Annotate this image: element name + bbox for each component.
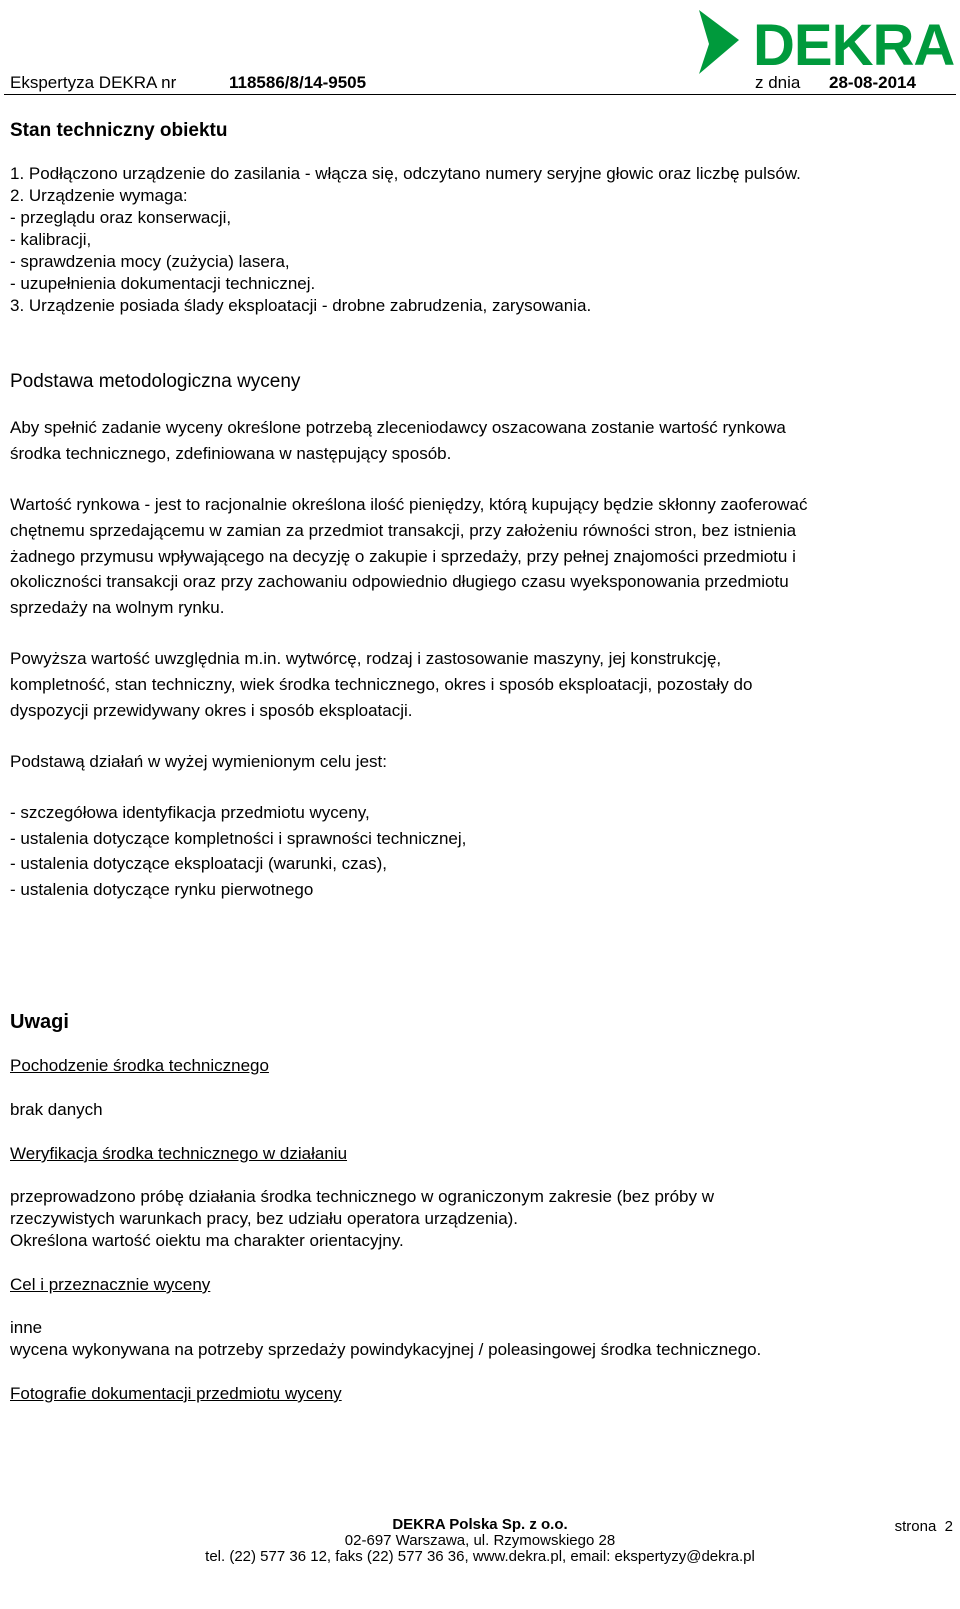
stan-line: - uzupełnienia dokumentacji technicznej. bbox=[10, 274, 316, 293]
weryfikacja-line: przeprowadzono próbę działania środka technicznego w ograniczonym zakresie (bez próby w bbox=[10, 1187, 714, 1206]
header-divider bbox=[4, 94, 956, 95]
podstawa-para4: Podstawą działań w wyżej wymienionym celu jest: bbox=[10, 752, 387, 771]
podstawa-para2-line: okoliczności transakcji oraz przy zachowaniu odpowiednio długiego czasu wyeksponowania przedmiotu bbox=[10, 572, 789, 591]
fotografie-heading: Fotografie dokumentacji przedmiotu wyceny bbox=[10, 1384, 342, 1403]
stan-line: - przeglądu oraz konserwacji, bbox=[10, 208, 232, 227]
pochodzenie-heading: Pochodzenie środka technicznego bbox=[10, 1056, 269, 1075]
podstawa-para2-line: chętnemu sprzedającemu w zamian za przedmiot transakcji, przy założeniu równości stron, bez istnienia bbox=[10, 521, 797, 540]
date-value: 28-08-2014 bbox=[829, 73, 916, 92]
footer-address: 02-697 Warszawa, ul. Rzymowskiego 28 bbox=[344, 1532, 616, 1549]
podstawa-list-item: - ustalenia dotyczące kompletności i sprawności technicznej, bbox=[10, 829, 467, 848]
podstawa-list-item: - szczegółowa identyfikacja przedmiotu wyceny, bbox=[10, 803, 370, 822]
cel-line: inne bbox=[10, 1318, 43, 1337]
weryfikacja-line: Określona wartość oiektu ma charakter orientacyjny. bbox=[10, 1231, 404, 1250]
cel-line: wycena wykonywana na potrzeby sprzedaży powindykacyjnej / poleasingowej środka technicznego. bbox=[10, 1340, 762, 1359]
podstawa-para3-line: dyspozycji przewidywany okres i sposób eksploatacji. bbox=[10, 701, 413, 720]
stan-title: Stan techniczny obiektu bbox=[10, 120, 228, 141]
podstawa-para3-line: kompletność, stan techniczny, wiek środka technicznego, okres i sposób eksploatacji, pozostały do bbox=[10, 675, 753, 694]
podstawa-title: Podstawa metodologiczna wyceny bbox=[10, 371, 301, 392]
date-label: z dnia bbox=[755, 73, 801, 92]
footer-company: DEKRA Polska Sp. z o.o. bbox=[392, 1516, 568, 1533]
stan-line: 2. Urządzenie wymaga: bbox=[10, 186, 188, 205]
footer-contact: tel. (22) 577 36 12, faks (22) 577 36 36, www.dekra.pl, email: ekspertyzy@dekra.pl bbox=[205, 1548, 755, 1565]
stan-line: 3. Urządzenie posiada ślady eksploatacji - drobne zabrudzenia, zarysowania. bbox=[10, 296, 592, 315]
stan-line: - sprawdzenia mocy (zużycia) lasera, bbox=[10, 252, 290, 271]
podstawa-para1-line: środka technicznego, zdefiniowana w następujący sposób. bbox=[10, 444, 452, 463]
report-label: Ekspertyza DEKRA nr bbox=[10, 73, 177, 92]
podstawa-list-item: - ustalenia dotyczące eksploatacji (warunki, czas), bbox=[10, 854, 387, 873]
uwagi-title: Uwagi bbox=[10, 1011, 69, 1033]
logo-text: DEKRA bbox=[753, 13, 955, 78]
weryfikacja-line: rzeczywistych warunkach pracy, bez udziału operatora urządzenia). bbox=[10, 1209, 519, 1228]
podstawa-para3-line: Powyższa wartość uwzględnia m.in. wytwórcę, rodzaj i zastosowanie maszyny, jej konstrukcję, bbox=[10, 649, 722, 668]
report-number: 118586/8/14-9505 bbox=[229, 73, 367, 92]
dekra-logo bbox=[697, 4, 957, 82]
pochodzenie-text: brak danych bbox=[10, 1100, 103, 1119]
podstawa-para1-line: Aby spełnić zadanie wyceny określone potrzebą zleceniodawcy oszacowana zostanie wartość rynkowa bbox=[10, 418, 786, 437]
podstawa-list-item: - ustalenia dotyczące rynku pierwotnego bbox=[10, 880, 314, 899]
weryfikacja-heading: Weryfikacja środka technicznego w działaniu bbox=[10, 1144, 348, 1163]
stan-line: 1. Podłączono urządzenie do zasilania - włącza się, odczytano numery seryjne głowic oraz liczbę pulsów. bbox=[10, 164, 801, 183]
podstawa-para2-line: sprzedaży na wolnym rynku. bbox=[10, 598, 225, 617]
cel-heading: Cel i przeznacznie wyceny bbox=[10, 1275, 211, 1294]
podstawa-para2-line: żadnego przymusu wpływającego na decyzję o zakupie i sprzedaży, przy pełnej znajomości przedmiotu i bbox=[10, 547, 796, 566]
podstawa-para2-line: Wartość rynkowa - jest to racjonalnie określona ilość pieniędzy, którą kupujący będzie skłonny zaoferować bbox=[10, 495, 808, 514]
page-label: strona bbox=[894, 1518, 937, 1535]
page-number-value: 2 bbox=[944, 1518, 953, 1535]
stan-line: - kalibracji, bbox=[10, 230, 92, 249]
